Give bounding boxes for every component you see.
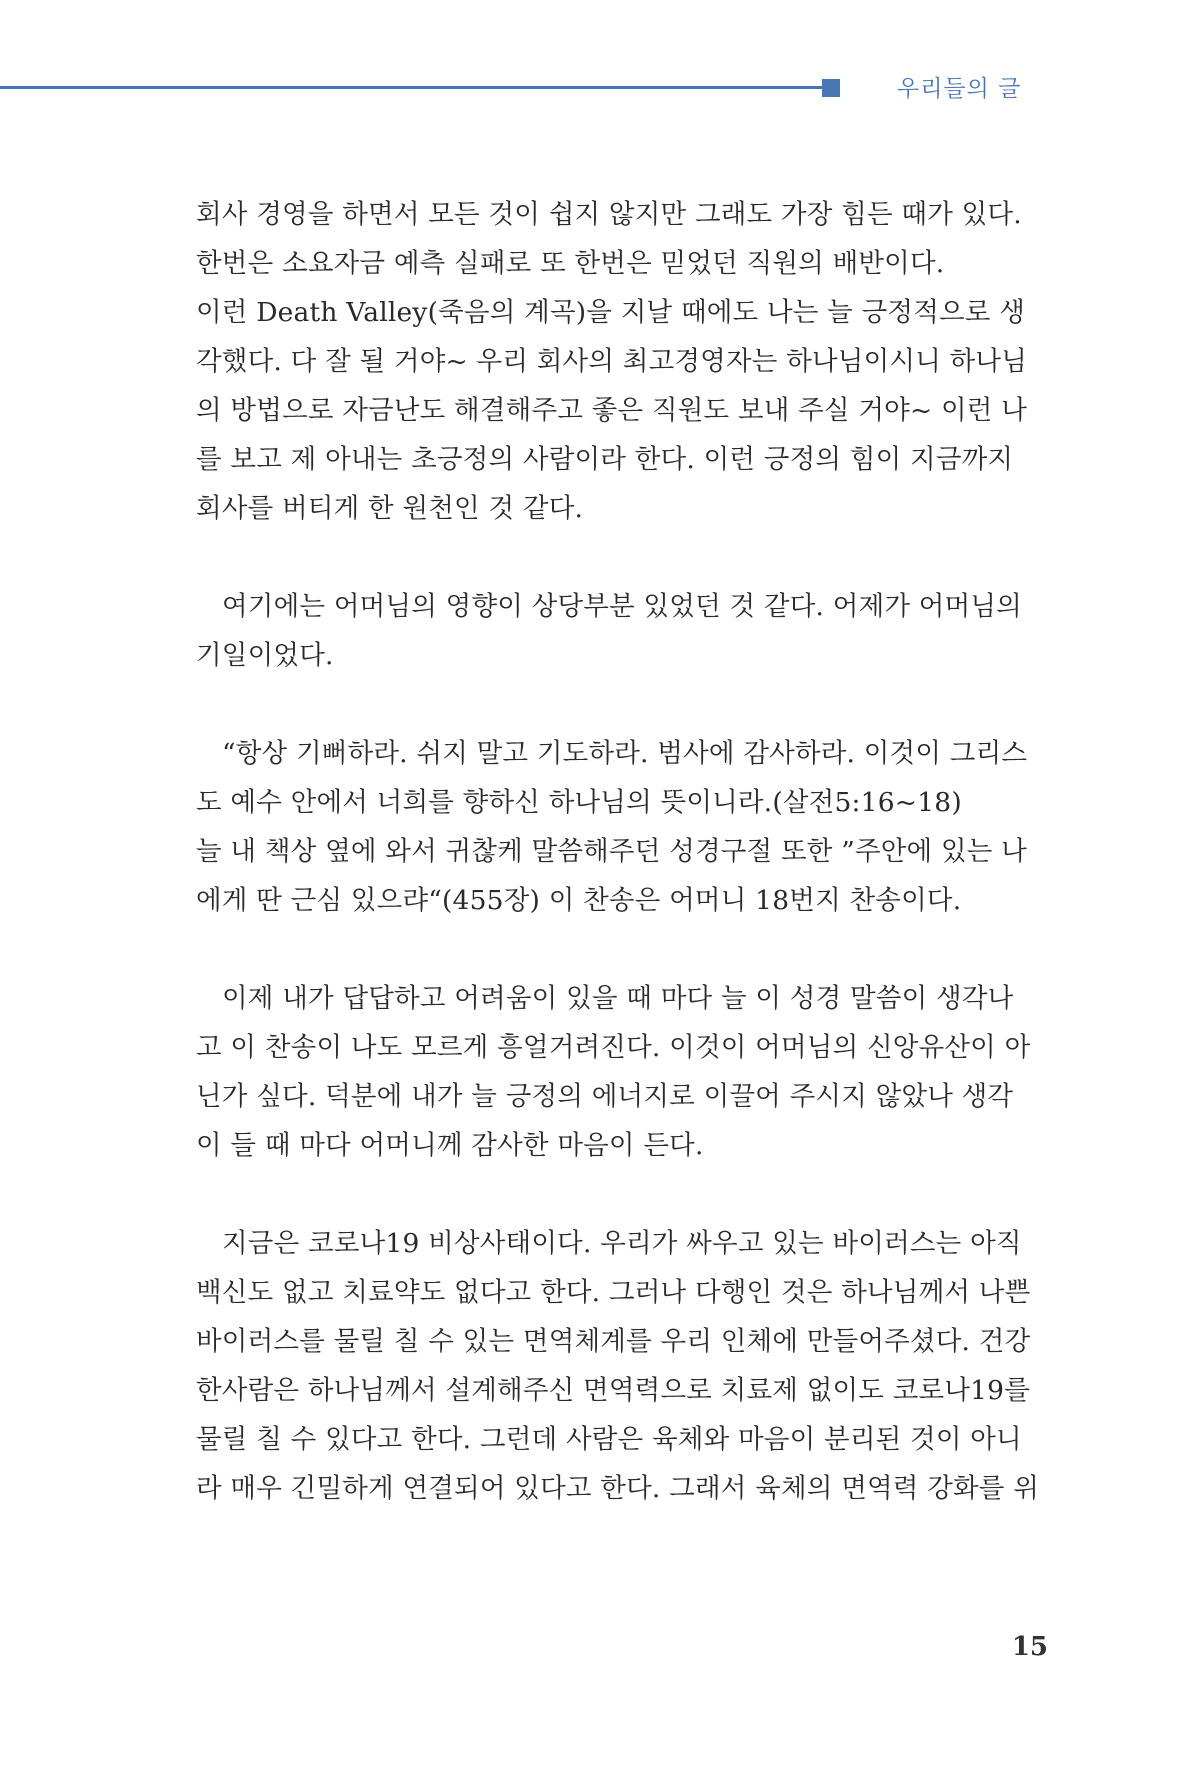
text-line: 고 이 찬송이 나도 모르게 흥얼거려진다. 이것이 어머님의 신앙유산이 아 [196,1032,1031,1063]
text-line: 이제 내가 답답하고 어려움이 있을 때 마다 늘 이 성경 말씀이 생각나 [222,983,1014,1014]
text-line: 닌가 싶다. 덕분에 내가 늘 긍정의 에너지로 이끌어 주시지 않았나 생각 [196,1081,1014,1112]
text-line: 백신도 없고 치료약도 없다고 한다. 그러나 다행인 것은 하나님께서 나쁜 [196,1277,1031,1308]
text-line: 지금은 코로나19 비상사태이다. 우리가 싸우고 있는 바이러스는 아직 [222,1228,1022,1259]
text-line: 바이러스를 물릴 칠 수 있는 면역체계를 우리 인체에 만들어주셨다. 건강 [196,1326,1031,1357]
text-line: 이런 Death Valley(죽음의 계곡)을 지날 때에도 나는 늘 긍정적으로 생 [196,297,1026,328]
text-line: 한번은 소요자금 예측 실패로 또 한번은 믿었던 직원의 배반이다. [196,248,945,279]
header-rule [0,86,822,89]
text-line: 의 방법으로 자금난도 해결해주고 좋은 직원도 보내 주실 거야~ 이런 나 [196,395,1028,426]
text-line: 늘 내 책상 옆에 와서 귀찮케 말씀해주던 성경구절 또한 ”주안에 있는 나 [196,836,1027,867]
paragraph [196,729,1046,925]
paragraph [196,974,1046,1170]
text-line: 물릴 칠 수 있다고 한다. 그런데 사람은 육체와 마음이 분리된 것이 아니 [196,1424,1022,1455]
text-line: 회사를 버티게 한 원천인 것 같다. [196,493,584,524]
text-line: 기일이었다. [196,640,334,671]
text-line: 를 보고 제 아내는 초긍정의 사람이라 한다. 이런 긍정의 힘이 지금까지 [196,444,1014,475]
body-text [196,190,1046,1562]
paragraph [196,1219,1046,1513]
paragraph [196,582,1046,680]
text-line: 도 예수 안에서 너희를 향하신 하나님의 뜻이니라.(살전5:16~18) [196,787,962,818]
text-line: 에게 딴 근심 있으랴“(455장) 이 찬송은 어머니 18번지 찬송이다. [196,885,962,916]
header-square-marker [822,79,840,97]
section-title: 우리들의 글 [897,76,1022,102]
text-line: 이 들 때 마다 어머니께 감사한 마음이 든다. [196,1130,704,1161]
text-line: “항상 기뻐하라. 쉬지 말고 기도하라. 범사에 감사하라. 이것이 그리스 [222,738,1028,769]
text-line: 여기에는 어머님의 영향이 상당부분 있었던 것 같다. 어제가 어머님의 [222,591,1022,622]
paragraph [196,190,1046,533]
text-line: 회사 경영을 하면서 모든 것이 쉽지 않지만 그래도 가장 힘든 때가 있다. [196,199,1022,230]
text-line: 라 매우 긴밀하게 연결되어 있다고 한다. 그래서 육체의 면역력 강화를 위 [196,1473,1040,1504]
text-line: 한사람은 하나님께서 설계해주신 면역력으로 치료제 없이도 코로나19를 [196,1375,1031,1406]
page-number: 15 [1011,1632,1048,1662]
text-line: 각했다. 다 잘 될 거야~ 우리 회사의 최고경영자는 하나님이시니 하나님 [196,346,1028,377]
